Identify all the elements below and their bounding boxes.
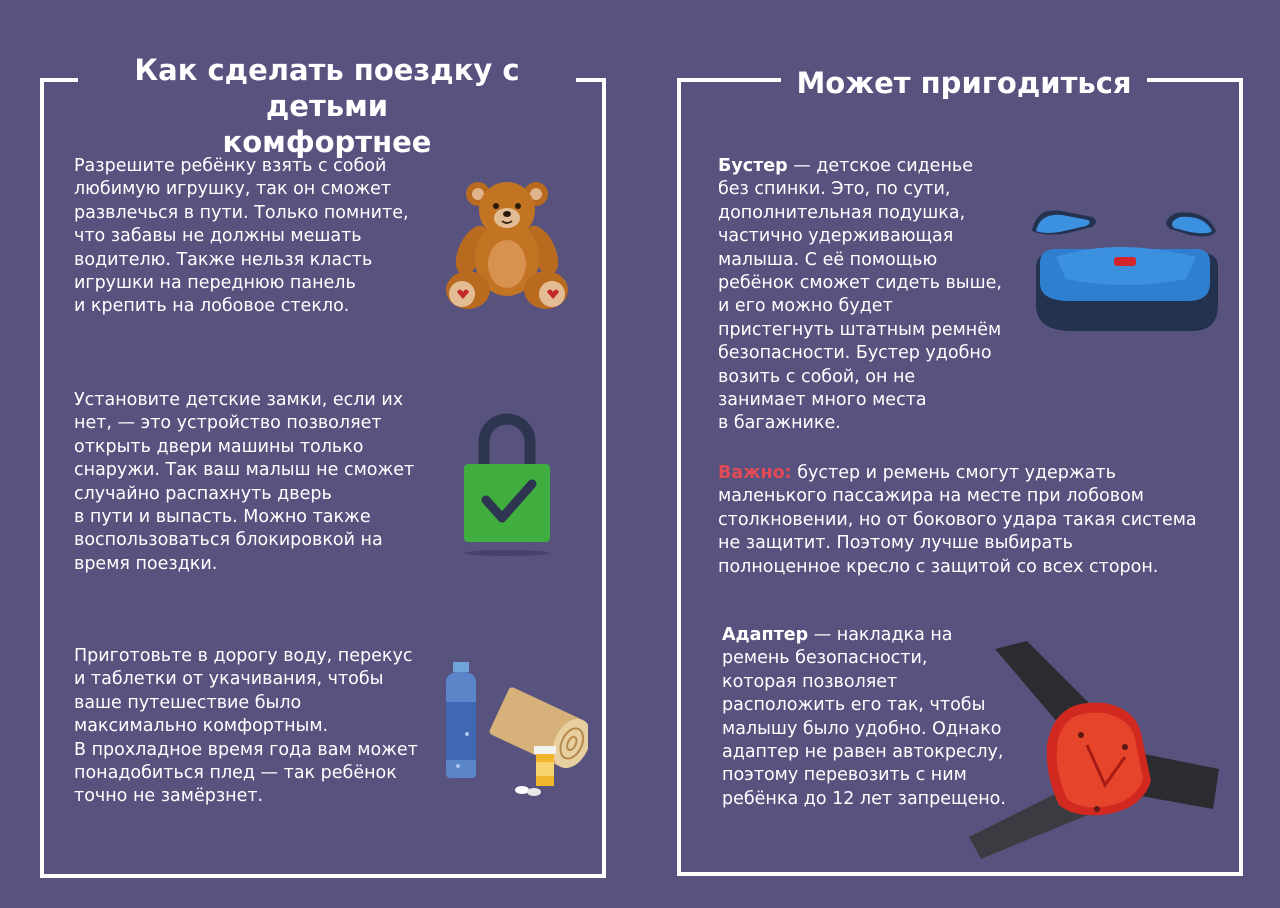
- water-bottle-blanket-pills-icon: [438, 662, 588, 802]
- booster-text: [718, 155, 1002, 436]
- adapter-description: — накладка на ремень безопасности, которая позволяет расположить его так, чтобы малышу было удобно. Однако адаптер не равен автокреслу, поэтому перевозить с ним ребёнка до 12 лет запрещено.: [722, 625, 1006, 809]
- tip-supplies-text: Приготовьте в дорогу воду, перекус и таблетки от укачивания, чтобы ваше путешествие было максимально комфортным. В прохладное время года вам может понадобиться плед — так ребёнок точно не замёрзнет.: [74, 646, 418, 807]
- warning-description: бустер и ремень смогут удержать маленького пассажира на месте при лобовом столкновении, но от бокового удара такая система не защитит. Поэтому лучше выбирать полноценное кресло с защитой со всех сторон.: [718, 463, 1197, 577]
- booster-term: Бустер: [718, 156, 788, 176]
- seat-belt-adapter-icon: [969, 637, 1229, 863]
- adapter-text: [722, 624, 1006, 811]
- tips-panel: [40, 53, 606, 878]
- warning-text: [718, 462, 1197, 579]
- tip-locks-text: Установите детские замки, если их нет, — это устройство позволяет открыть двери машины только снаружи. Так ваш малыш не сможет случайно распахнуть дверь в пути и выпасть. Можно также воспользоваться блокировкой на время поездки.: [74, 390, 415, 574]
- padlock-check-icon: [462, 412, 552, 561]
- booster-description: — детское сиденье без спинки. Это, по сути, дополнительная подушка, частично удерживающая малыша. С её помощью ребёнок сможет сидеть выше, и его можно будет пристегнуть штатным ремнём безопасности. Бустер удобно возить с собой, он не занимает много места в багажнике.: [718, 156, 1002, 434]
- useful-panel-title: Может пригодиться: [781, 65, 1147, 101]
- teddy-bear-icon: [444, 180, 569, 319]
- tip-toy-text: Разрешите ребёнку взять с собой любимую игрушку, так он сможет развлечься в пути. Только помните, что забавы не должны мешать водителю. Также нельзя класть игрушки на переднюю панель и крепить на лобовое стекло.: [74, 156, 409, 317]
- tips-panel-title: Как сделать поездку с детьми комфортнее: [78, 52, 576, 160]
- booster-seat-icon: [1026, 197, 1226, 351]
- warning-label: Важно:: [718, 463, 792, 483]
- adapter-term: Адаптер: [722, 625, 809, 645]
- useful-panel: [677, 66, 1243, 876]
